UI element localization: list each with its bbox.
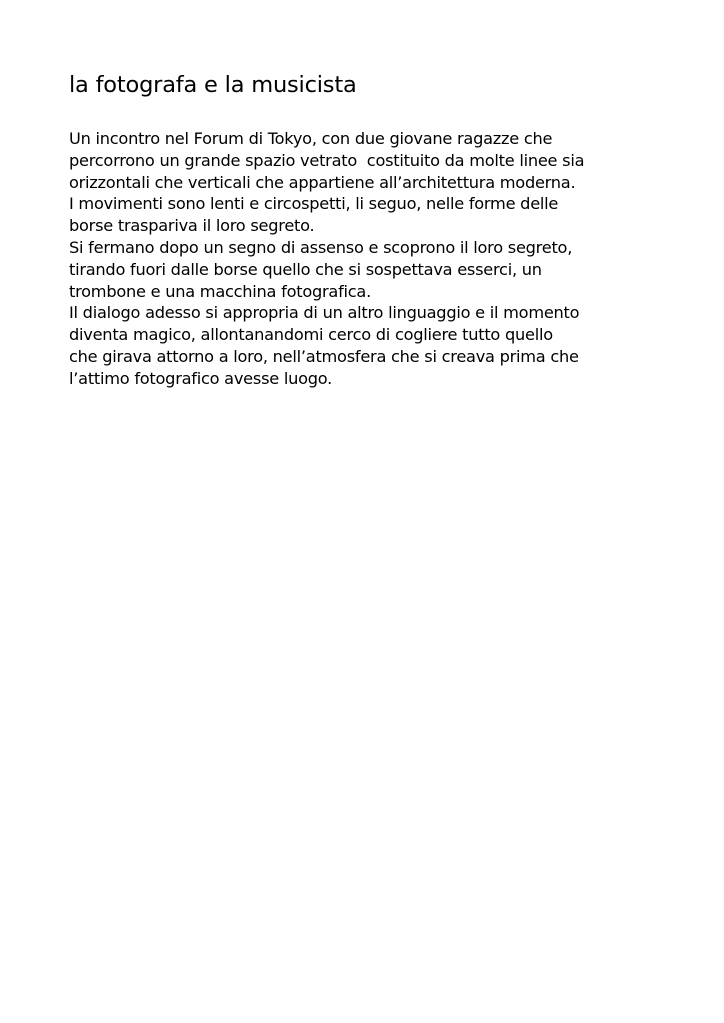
- body-paragraph: [69, 128, 709, 390]
- text-line: Si fermano dopo un segno di assenso e scoprono il loro segreto,: [69, 237, 573, 257]
- text-line: che girava attorno a loro, nell’atmosfera che si creava prima che: [69, 346, 579, 366]
- page-title: la fotografa e la musicista: [69, 72, 357, 98]
- text-line: Un incontro nel Forum di Tokyo, con due giovane ragazze che: [69, 129, 553, 148]
- text-line: tirando fuori dalle borse quello che si sospettava esserci, un: [69, 259, 542, 279]
- text-line: diventa magico, allontanandomi cerco di cogliere tutto quello: [69, 325, 553, 345]
- text-line: orizzontali che verticali che appartiene all’architettura moderna.: [69, 172, 576, 192]
- text-line: l’attimo fotografico avesse luogo.: [69, 368, 333, 388]
- text-line: Il dialogo adesso si appropria di un altro linguaggio e il momento: [69, 303, 580, 323]
- text-line: borse traspariva il loro segreto.: [69, 216, 315, 236]
- text-line: trombone e una macchina fotografica.: [69, 281, 371, 301]
- text-line: I movimenti sono lenti e circospetti, li seguo, nelle forme delle: [69, 194, 559, 214]
- text-line: percorrono un grande spazio vetrato costituito da molte linee sia: [69, 150, 585, 170]
